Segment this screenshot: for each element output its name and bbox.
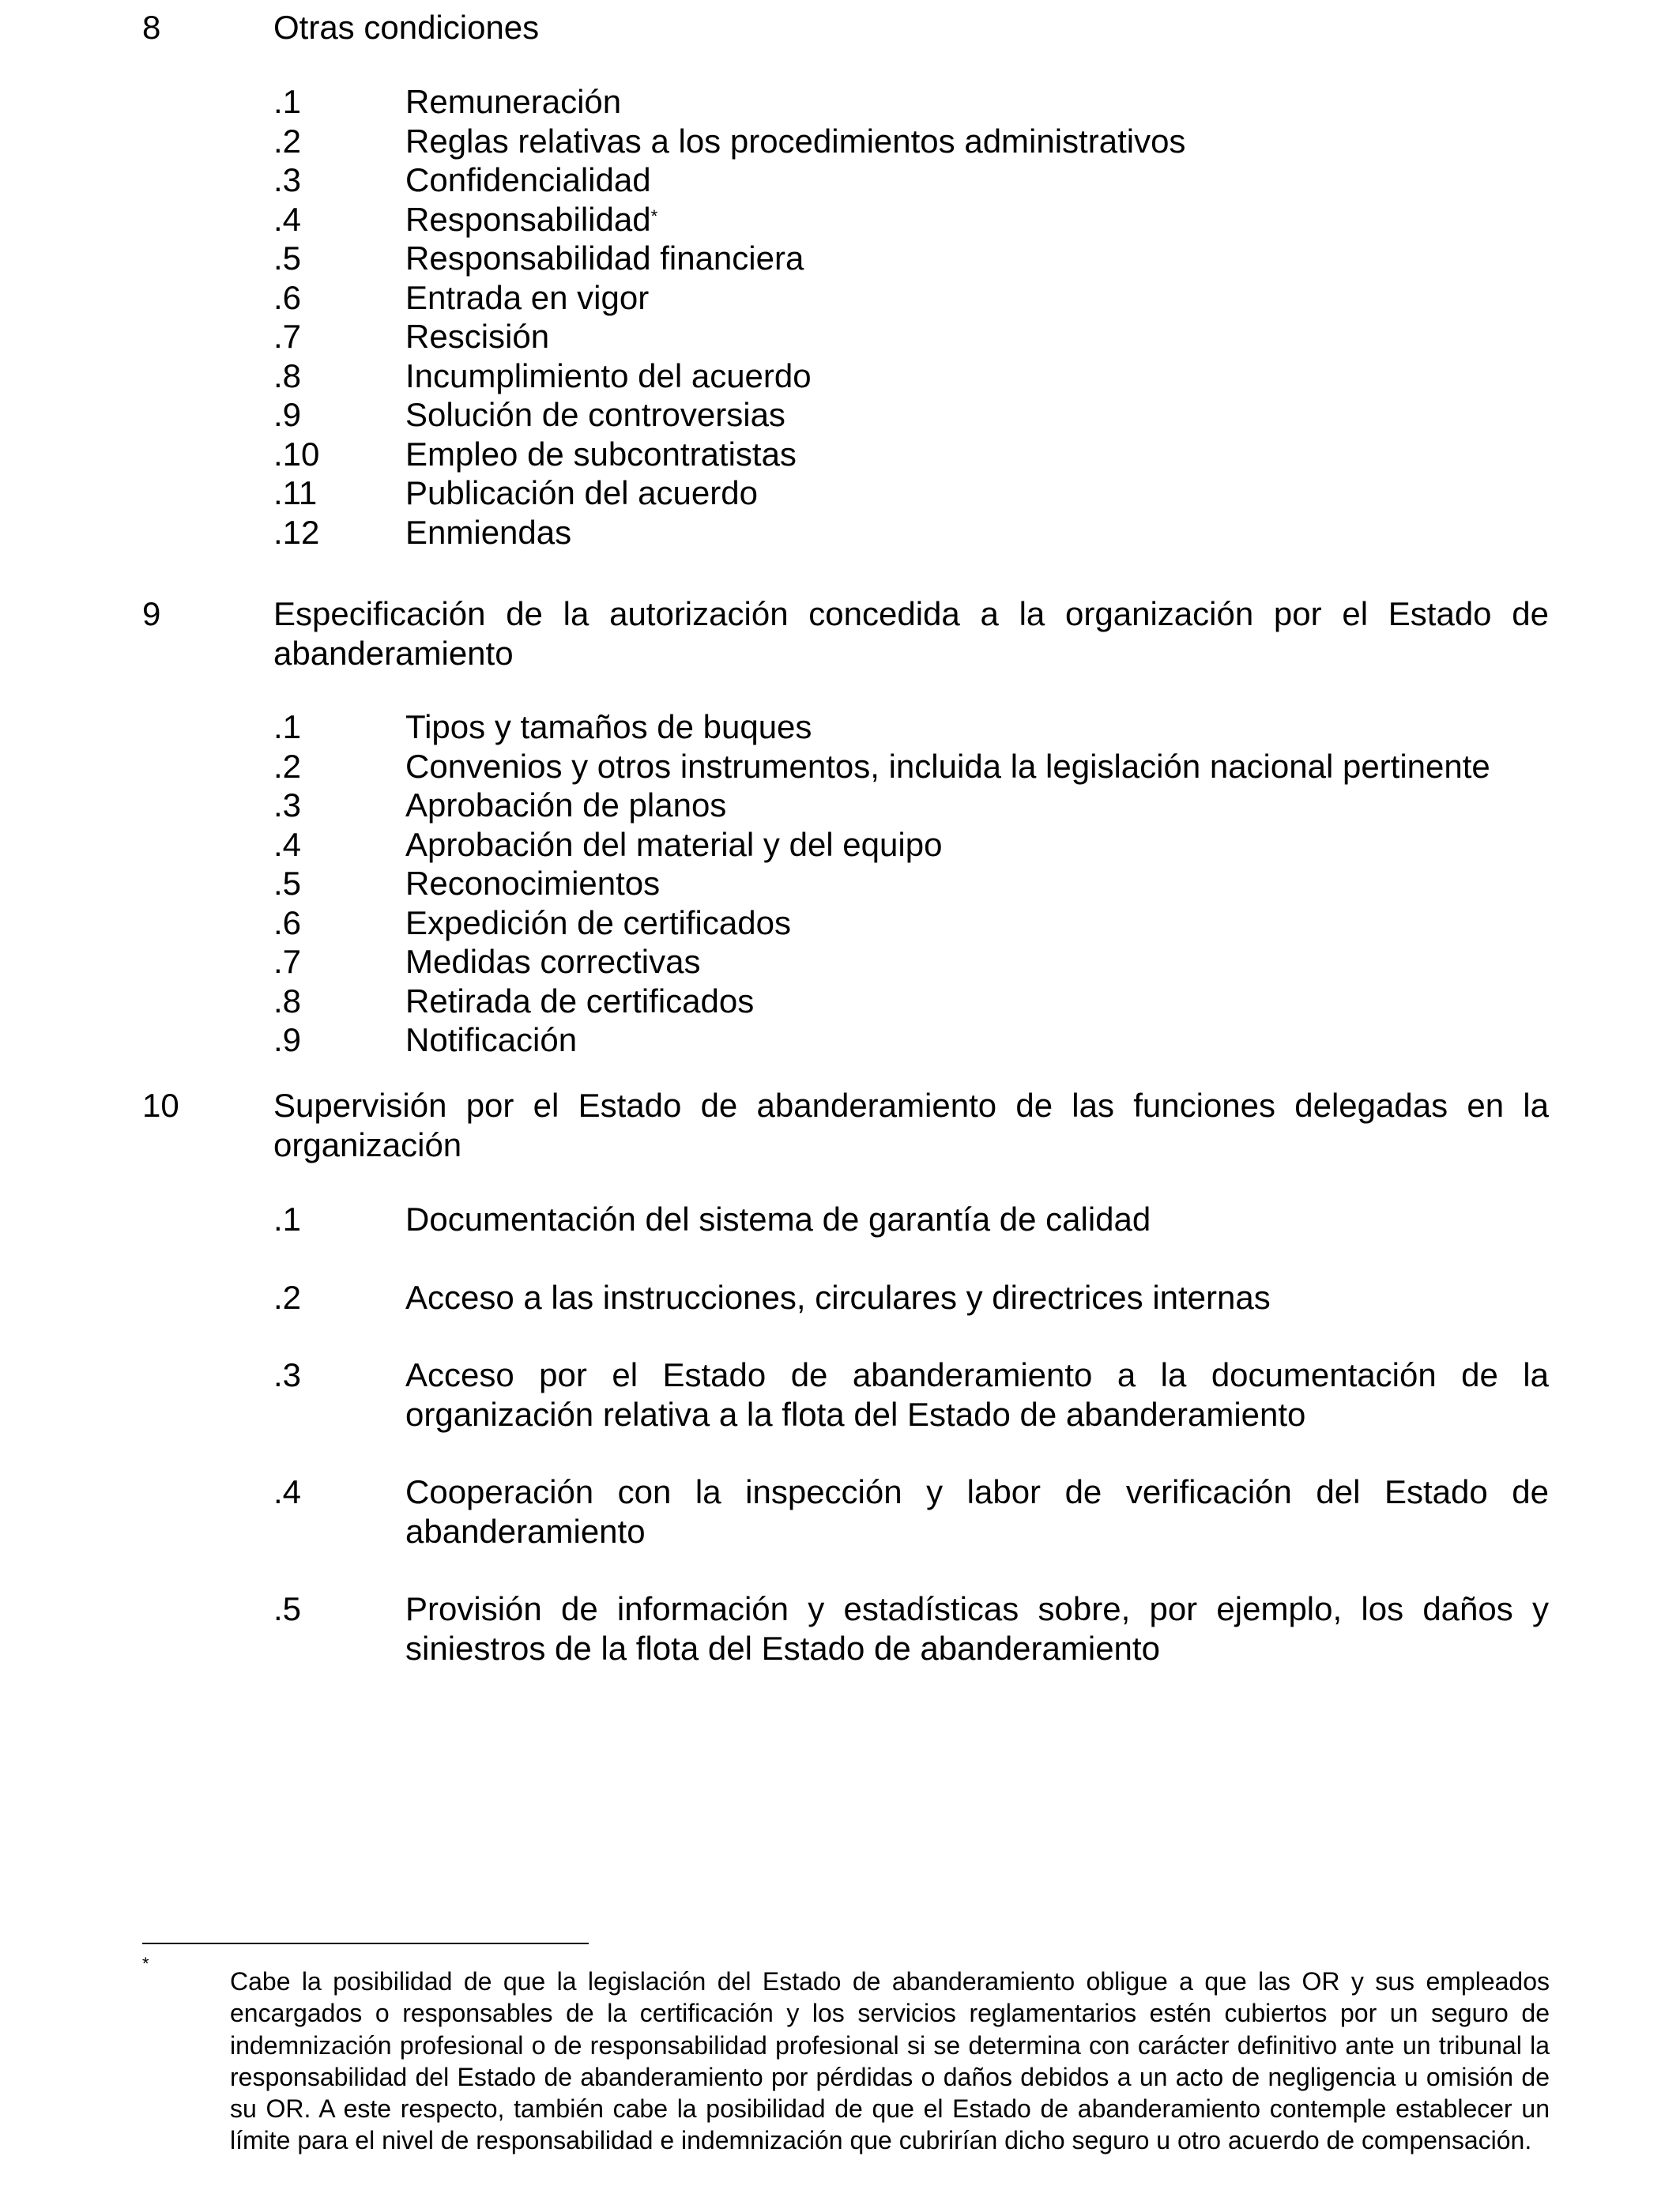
list-item bbox=[273, 864, 1549, 903]
list-item bbox=[273, 982, 1549, 1021]
item-text: Acceso a las instrucciones, circulares y directrices internas bbox=[405, 1278, 1271, 1316]
list-item bbox=[273, 317, 1549, 356]
list-item bbox=[273, 356, 1549, 396]
item-number: .4 bbox=[273, 1473, 302, 1510]
item-number: .1 bbox=[273, 708, 302, 745]
item-text: Convenios y otros instrumentos, incluida la legislación nacional pertinente bbox=[405, 747, 1490, 785]
list-item bbox=[273, 825, 1549, 865]
item-text: Rescisión bbox=[405, 318, 550, 355]
footnote-reference: * bbox=[650, 205, 658, 226]
item-number: .6 bbox=[273, 278, 302, 316]
item-text: Incumplimiento del acuerdo bbox=[405, 356, 812, 394]
list-item bbox=[273, 395, 1549, 435]
section-10-title: Supervisión por el Estado de abanderamiento de las funciones delegadas en la organización bbox=[273, 1087, 1549, 1163]
section-10-list bbox=[273, 1200, 1549, 1706]
item-text: Cooperación con la inspección y labor de verificación del Estado de abanderamiento bbox=[405, 1473, 1549, 1550]
item-number: .4 bbox=[273, 200, 302, 238]
item-text: Enmiendas bbox=[405, 513, 572, 551]
item-number: .12 bbox=[273, 513, 320, 551]
list-item bbox=[273, 160, 1549, 200]
list-item bbox=[273, 473, 1549, 513]
item-text: Solución de controversias bbox=[405, 396, 785, 433]
section-10-number: 10 bbox=[142, 1087, 179, 1124]
section-8-number: 8 bbox=[142, 9, 161, 46]
item-number: .9 bbox=[273, 396, 302, 433]
footnote-mark: * bbox=[142, 1954, 149, 1973]
footnote-separator bbox=[142, 1943, 589, 1944]
item-text: Aprobación de planos bbox=[405, 786, 727, 824]
item-text: Entrada en vigor bbox=[405, 278, 650, 316]
item-number: .7 bbox=[273, 318, 302, 355]
list-item bbox=[273, 786, 1549, 825]
list-item bbox=[273, 707, 1549, 747]
list-item bbox=[273, 903, 1549, 943]
item-text: Aprobación del material y del equipo bbox=[405, 825, 943, 863]
item-number: .7 bbox=[273, 943, 302, 980]
list-item bbox=[273, 435, 1549, 474]
item-number: .3 bbox=[273, 786, 302, 824]
list-item bbox=[273, 278, 1549, 318]
list-item bbox=[273, 1020, 1549, 1060]
item-number: .9 bbox=[273, 1021, 302, 1058]
list-item bbox=[273, 1355, 1549, 1434]
item-text: Documentación del sistema de garantía de calidad bbox=[405, 1201, 1151, 1238]
list-item bbox=[273, 513, 1549, 552]
footnote-text: Cabe la posibilidad de que la legislación del Estado de abanderamiento obligue a que las OR y sus empleados encargados o responsables de la certificación y los servicios reglamentarios estén cubiertos por un seguro de indemnización profesional o de responsabilidad profesional si se determina con carácter definitivo ante un tribunal la responsabilidad del Estado de abanderamiento por pérdidas o daños debidos a un acto de negligencia u omisión de su OR. A este respecto, también cabe la posibilidad de que el Estado de abanderamiento contemple establecer un límite para el nivel de responsabilidad e indemnización que cubrirían dicho seguro u otro acuerdo de compensación. bbox=[230, 1967, 1550, 2155]
item-number: .5 bbox=[273, 1590, 302, 1627]
item-text: Responsabilidad bbox=[405, 200, 651, 238]
item-text: Reglas relativas a los procedimientos administrativos bbox=[405, 122, 1186, 160]
item-text: Responsabilidad financiera bbox=[405, 239, 804, 277]
item-number: .1 bbox=[273, 1201, 302, 1238]
section-8-list bbox=[273, 82, 1549, 552]
list-item bbox=[273, 200, 1549, 239]
section-9-list bbox=[273, 707, 1549, 1060]
item-number: .2 bbox=[273, 122, 302, 160]
item-text: Retirada de certificados bbox=[405, 982, 755, 1020]
section-9-title: Especificación de la autorización concedida a la organización por el Estado de abanderamiento bbox=[273, 595, 1549, 672]
item-text: Reconocimientos bbox=[405, 865, 661, 902]
item-text: Provisión de información y estadísticas sobre, por ejemplo, los daños y siniestros de la flota del Estado de abanderamiento bbox=[405, 1590, 1549, 1667]
item-text: Medidas correctivas bbox=[405, 943, 701, 980]
item-number: .11 bbox=[273, 474, 318, 511]
list-item bbox=[273, 122, 1549, 161]
item-number: .1 bbox=[273, 83, 302, 120]
list-item bbox=[273, 1472, 1549, 1551]
item-number: .3 bbox=[273, 161, 302, 198]
item-text: Tipos y tamaños de buques bbox=[405, 708, 812, 745]
list-item bbox=[273, 82, 1549, 122]
item-text: Empleo de subcontratistas bbox=[405, 435, 797, 473]
item-text: Notificación bbox=[405, 1021, 578, 1058]
list-item bbox=[273, 239, 1549, 278]
item-text: Acceso por el Estado de abanderamiento a la documentación de la organización relativa a la flota del Estado de abanderamiento bbox=[405, 1356, 1549, 1433]
section-8-title: Otras condiciones bbox=[273, 9, 540, 46]
item-number: .5 bbox=[273, 239, 302, 277]
item-number: .5 bbox=[273, 865, 302, 902]
section-9-number: 9 bbox=[142, 595, 161, 632]
list-item bbox=[273, 942, 1549, 982]
item-number: .8 bbox=[273, 982, 302, 1020]
list-item bbox=[273, 1200, 1549, 1239]
item-text: Publicación del acuerdo bbox=[405, 474, 758, 511]
item-number: .2 bbox=[273, 1278, 302, 1316]
list-item bbox=[273, 1278, 1549, 1318]
item-text: Confidencialidad bbox=[405, 161, 651, 198]
item-number: .3 bbox=[273, 1356, 302, 1393]
item-number: .6 bbox=[273, 903, 302, 941]
item-number: .10 bbox=[273, 435, 320, 473]
item-text: Expedición de certificados bbox=[405, 903, 791, 941]
item-number: .8 bbox=[273, 356, 302, 394]
list-item bbox=[273, 1589, 1549, 1668]
item-number: .2 bbox=[273, 747, 302, 785]
list-item bbox=[273, 747, 1549, 786]
item-text: Remuneración bbox=[405, 83, 622, 120]
item-number: .4 bbox=[273, 825, 302, 863]
